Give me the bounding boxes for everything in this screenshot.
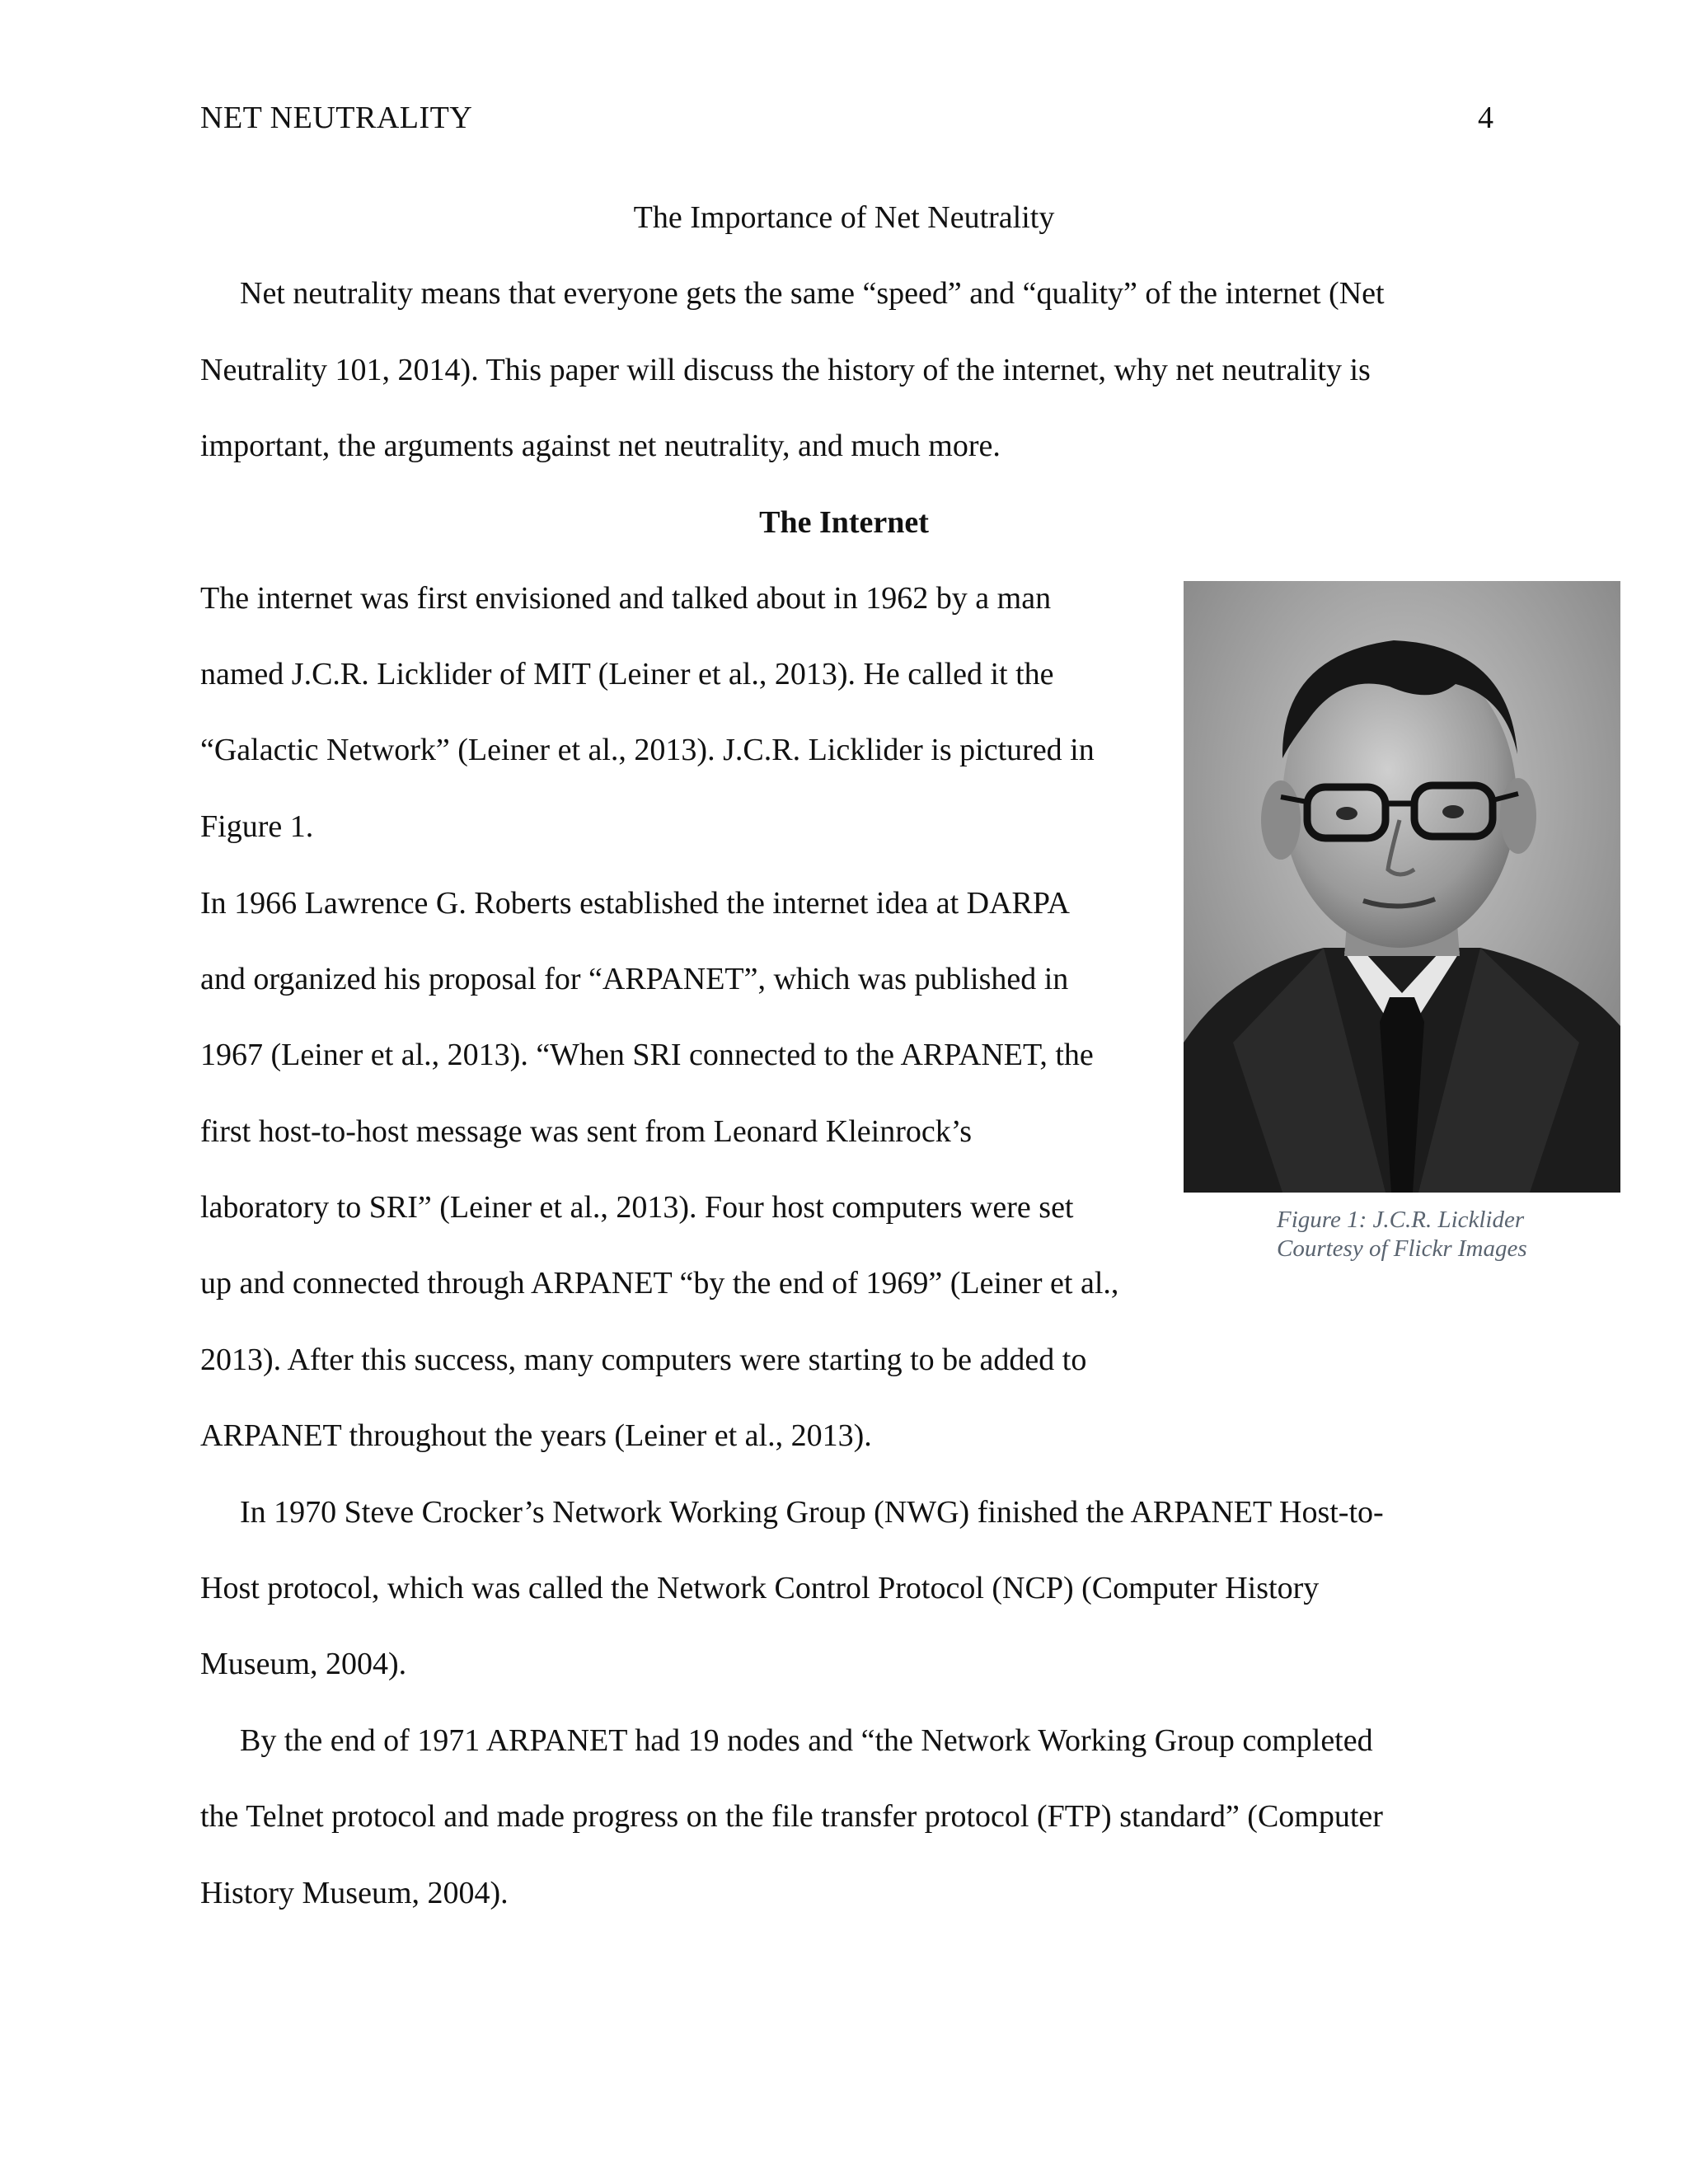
section-heading: The Internet xyxy=(759,505,929,540)
body-line: In 1970 Steve Crocker’s Network Working Group (NWG) finished the ARPANET Host-to- xyxy=(240,1495,1384,1530)
body-line: named J.C.R. Licklider of MIT (Leiner et al., 2013). He called it the xyxy=(200,657,1054,691)
intro-line-2: Neutrality 101, 2014). This paper will discuss the history of the internet, why net neutrality is xyxy=(200,353,1371,387)
body-line: In 1966 Lawrence G. Roberts established the internet idea at DARPA xyxy=(200,886,1070,921)
body-line: The internet was first envisioned and talked about in 1962 by a man xyxy=(200,581,1052,616)
page-number: 4 xyxy=(1478,101,1493,135)
figure-caption-line-2: Courtesy of Flickr Images xyxy=(1277,1235,1527,1262)
figure-caption-line-1: Figure 1: J.C.R. Licklider xyxy=(1277,1207,1525,1233)
body-line: ARPANET throughout the years (Leiner et al., 2013). xyxy=(200,1418,872,1453)
body-line: 1967 (Leiner et al., 2013). “When SRI connected to the ARPANET, the xyxy=(200,1038,1094,1072)
body-line: By the end of 1971 ARPANET had 19 nodes and “the Network Working Group completed xyxy=(240,1723,1373,1758)
intro-line-3: important, the arguments against net neutrality, and much more. xyxy=(200,429,1001,463)
body-line: 2013). After this success, many computers were starting to be added to xyxy=(200,1343,1087,1377)
intro-line-1: Net neutrality means that everyone gets the same “speed” and “quality” of the internet (Net xyxy=(240,276,1385,311)
paper-title: The Importance of Net Neutrality xyxy=(633,200,1055,235)
body-line: up and connected through ARPANET “by the end of 1969” (Leiner et al., xyxy=(200,1266,1119,1301)
body-line: History Museum, 2004). xyxy=(200,1876,509,1910)
body-line: the Telnet protocol and made progress on the file transfer protocol (FTP) standard” (Computer xyxy=(200,1799,1383,1834)
body-line: laboratory to SRI” (Leiner et al., 2013). Four host computers were set xyxy=(200,1190,1074,1225)
body-line: Figure 1. xyxy=(200,809,314,844)
body-line: Museum, 2004). xyxy=(200,1647,407,1681)
body-line: “Galactic Network” (Leiner et al., 2013). J.C.R. Licklider is pictured in xyxy=(200,733,1095,767)
licklider-portrait-photo xyxy=(1184,581,1620,1193)
body-line: Host protocol, which was called the Network Control Protocol (NCP) (Computer History xyxy=(200,1571,1320,1605)
running-head: NET NEUTRALITY xyxy=(200,101,473,135)
body-line: first host-to-host message was sent from Leonard Kleinrock’s xyxy=(200,1114,973,1149)
body-line: and organized his proposal for “ARPANET”, which was published in xyxy=(200,962,1069,996)
